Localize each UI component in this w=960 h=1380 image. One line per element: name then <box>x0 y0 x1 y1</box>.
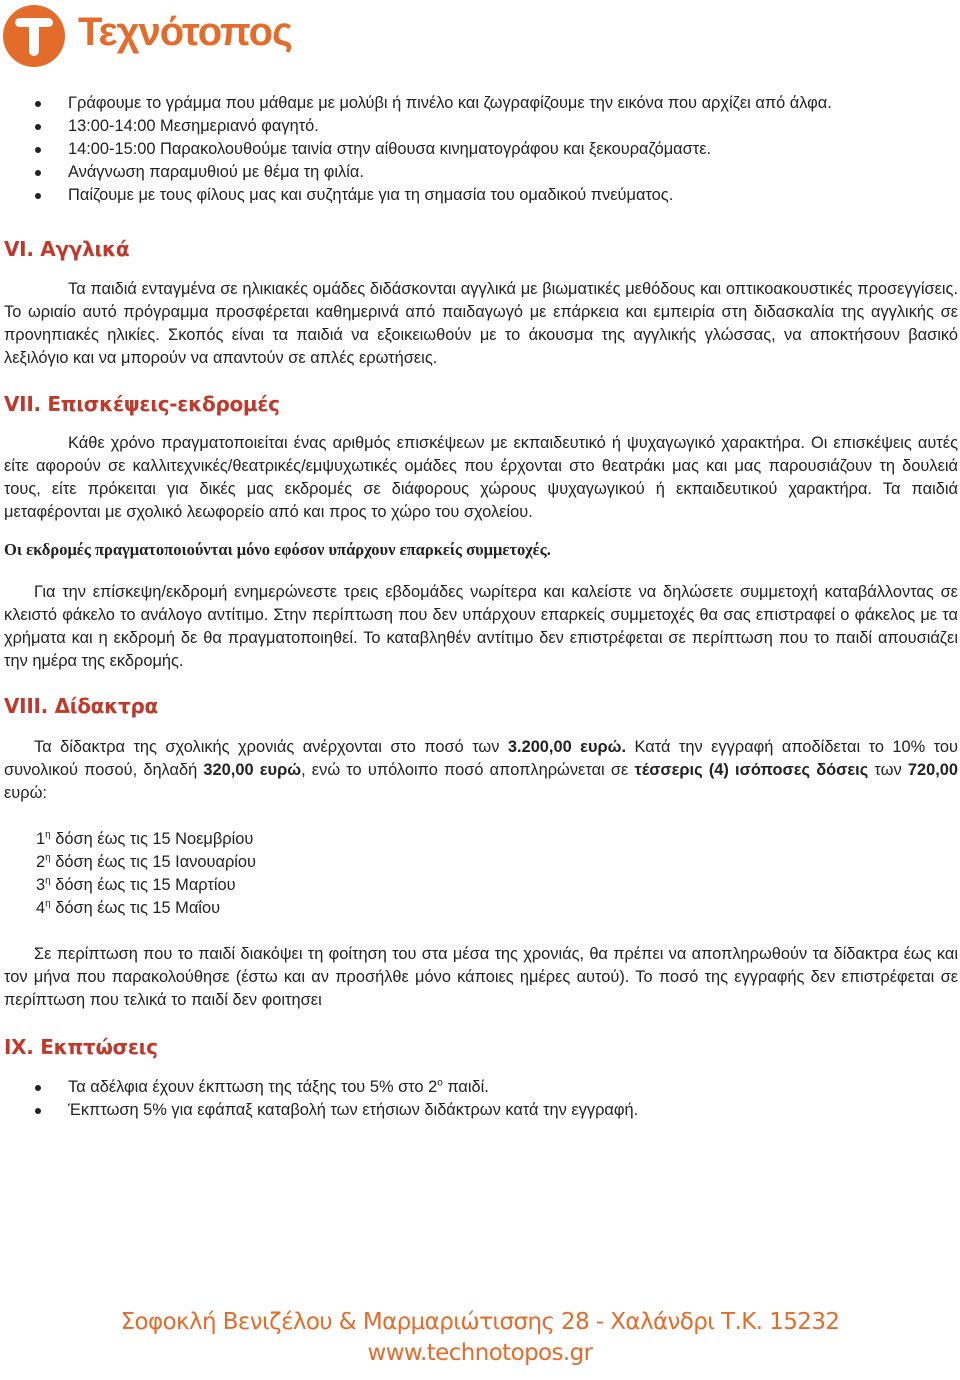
page-footer <box>0 1306 960 1368</box>
list-item: Γράφουμε το γράμμα που μάθαμε με μολύβι ή πινέλο και ζωγραφίζουμε την εικόνα που αρχίζει από άλφα. <box>4 92 958 115</box>
installment-item: $3^\eta$ δόση έως τις 15 Μαρτίου <box>36 875 236 894</box>
registration-fee: 320,00 ευρώ <box>203 761 302 779</box>
footer-website-link[interactable]: www.technotopos.gr <box>367 1340 593 1366</box>
installment-item: $2^\eta$ δόση έως τις 15 Ιανουαρίου <box>36 852 257 871</box>
section-heading-excursions: VII. Επισκέψεις-εκδρομές <box>4 392 280 416</box>
list-item: 14:00-15:00 Παρακολουθούμε ταινία στην αίθουσα κινηματογράφου και ξεκουραζόμαστε. <box>4 138 958 161</box>
excursions-paragraph: Κάθε χρόνο πραγματοποιείται ένας αριθμός επισκέψεων με εκπαιδευτικό ή ψυχαγωγικό χαρακτήρα. Οι επισκέψεις αυτές είτε αφορούν σε καλλιτεχνικές/θεατρικές/εμψυχωτικές ομάδες που έρχονται στο θεατράκι μας και μας παρουσιάζουν τη δουλειά τους, είτε πρόκειται για δικές μας εκδρομές σε διάφορους χώρους ψυχαγωγικού ή εκπαιδευτικού χαρακτήρα. Τα παιδιά μεταφέρονται με σχολικό λεωφορείο από και προς το χώρο του σχολείου. <box>4 434 958 521</box>
fees-withdrawal-paragraph: Σε περίπτωση που το παιδί διακόψει τη φοίτηση του στα μέσα της χρονιάς, θα πρέπει να αποπληρωθούν τα δίδακτρα έως και τον μήνα που παρακολούθησε (έστω και αν προσήλθε μόνο κάποιες ημέρες αυτού). Το ποσό της εγγραφής δεν επιστρέφεται σε περίπτωση που τελικά το παιδί δεν φοιτησει <box>4 945 958 1009</box>
section-heading-english: VI. Αγγλικά <box>4 237 130 261</box>
section-heading-fees: VIII. Δίδακτρα <box>4 694 158 718</box>
excursions-paragraph-2: Για την επίσκεψη/εκδρομή ενημερώνεστε τρεις εβδομάδες νωρίτερα και καλείστε να δηλώσετε συμμετοχή καταβάλλοντας σε κλειστό φάκελο το ανάλογο αντίτιμο. Στην περίπτωση που δεν υπάρχουν επαρκείς συμμετοχές θα σας επιστραφεί ο φάκελος με τα χρήματα και η εκδρομή δε θα πραγματοποιηθεί. Το καταβληθέν αντίτιμο δεν επιστρέφεται σε περίπτωση που το παιδί απουσιάζει την ημέρα της εκδρομής. <box>4 583 958 670</box>
document-body <box>4 92 958 1122</box>
list-item: Παίζουμε με τους φίλους μας και συζητάμε για τη σημασία του ομαδικού πνεύματος. <box>4 184 958 207</box>
activity-list <box>4 92 958 207</box>
english-paragraph: Τα παιδιά ενταγμένα σε ηλικιακές ομάδες διδάσκονται αγγλικά με βιωματικές μεθόδους και οπτικοακουστικές προσεγγίσεις. Το ωριαίο αυτό πρόγραμμα προσφέρεται καθημερινά από παιδαγωγό με επάρκεια και εμπειρία στη διδασκαλία της αγγλικής σε προνηπιακές ηλικίες. Σκοπός είναι τα παιδιά να εξοικειωθούν με το άκουσμα της αγγλικής γλώσσας, να αποκτήσουν βασικό λεξιλόγιο και να μπορούν να απαντούν σε απλές ερωτήσεις. <box>4 280 958 367</box>
list-item: Ανάγνωση παραμυθιού με θέμα τη φιλία. <box>4 161 958 184</box>
installments-count: τέσσερις (4) ισόποσες δόσεις <box>634 761 869 779</box>
footer-address: Σοφοκλή Βενιζέλου & Μαρμαριώτισσης 28 - Χαλάνδρι Τ.Κ. 15232 <box>120 1309 840 1335</box>
installment-item: $1^\eta$ δόση έως τις 15 Νοεμβρίου <box>36 829 254 848</box>
section-heading-discounts: IX. Εκπτώσεις <box>4 1035 158 1059</box>
list-item: Τα αδέλφια έχουν έκπτωση της τάξης του 5% στο $2^o$ παιδί. <box>4 1076 958 1099</box>
brand-name: Τεχνότοπος <box>78 10 292 54</box>
installment-amount: 720,00 <box>907 761 958 779</box>
discounts-list <box>4 1076 958 1122</box>
technotopos-logo-icon <box>2 4 66 68</box>
total-fee: 3.200,00 ευρώ. <box>507 738 627 756</box>
fees-paragraph: Τα δίδακτρα της σχολικής χρονιάς ανέρχονται στο ποσό των 3.200,00 ευρώ. Κατά την εγγραφή αποδίδεται το 10% του συνολικού ποσού, δηλαδή 320,00 ευρώ, ενώ το υπόλοιπο ποσό αποπληρώνεται σε τέσσερις (4) ισόποσες δόσεις των 720,00 ευρώ: <box>4 738 958 802</box>
installment-item: $4^\eta$ δόση έως τις 15 Μαΐου <box>36 898 221 917</box>
page-header <box>0 0 960 80</box>
list-item: Έκπτωση 5% για εφάπαξ καταβολή των ετήσιων διδάκτρων κατά την εγγραφή. <box>4 1099 958 1122</box>
list-item: 13:00-14:00 Μεσημεριανό φαγητό. <box>4 115 958 138</box>
installments-list <box>4 828 958 920</box>
excursions-notice: Οι εκδρομές πραγματοποιούνται μόνο εφόσον υπάρχουν επαρκείς συμμετοχές. <box>4 540 551 559</box>
